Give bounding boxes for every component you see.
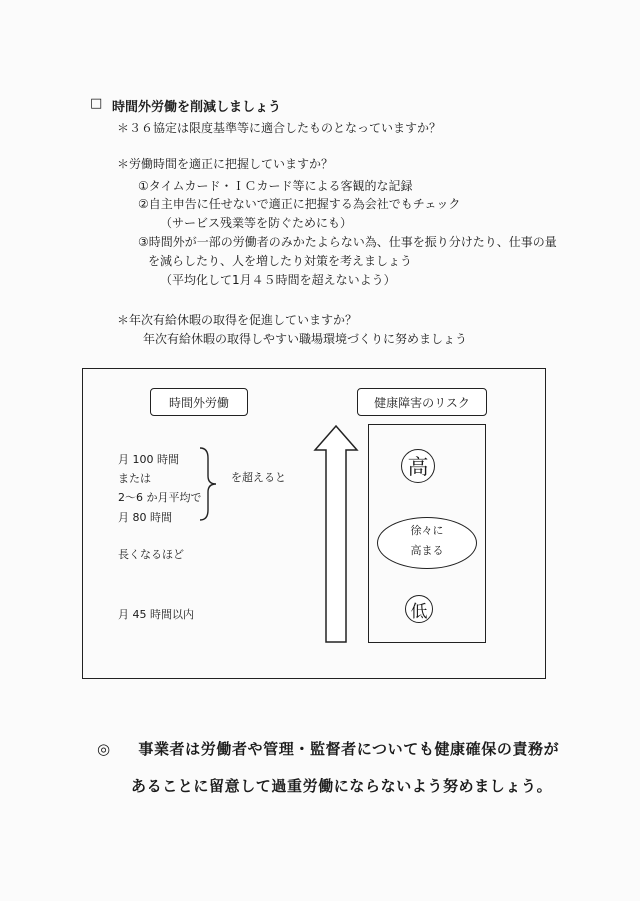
longer-text: 長くなるほど bbox=[118, 548, 184, 561]
gradual-increase-ellipse bbox=[377, 517, 477, 569]
item-distribute-work: ③時間外が一部の労働者のみかたよらない為、仕事を振り分けたり、仕事の量 bbox=[138, 235, 557, 249]
conclusion-line-2: あることに留意して過重労働にならないよう努めましょう。 bbox=[131, 777, 553, 795]
curly-brace bbox=[198, 446, 222, 522]
item-timecard: ①タイムカード・ＩＣカード等による客観的な記録 bbox=[138, 179, 413, 193]
gradual-line-2: 高まる bbox=[410, 544, 444, 557]
section-title: 時間外労働を削減しましょう bbox=[112, 100, 282, 115]
item-average-45h: （平均化して1月４５時間を超えないよう） bbox=[160, 273, 396, 287]
condition-line-1: 月 100 時間 bbox=[118, 453, 179, 466]
item-paid-leave-environment: 年次有給休暇の取得しやすい職場環境づくりに努めましょう bbox=[143, 332, 468, 346]
under-45h-text: 月 45 時間以内 bbox=[118, 608, 194, 621]
item-self-report: ②自主申告に任せないで適正に把握する為会社でもチェック bbox=[138, 197, 461, 211]
condition-line-3: 2～6 か月平均で bbox=[118, 491, 202, 504]
gradual-line-1: 徐々に bbox=[410, 524, 444, 537]
item-paid-leave: ＊年次有給休暇の取得を促進していますか？ bbox=[117, 313, 358, 327]
item-unpaid-overtime: （サービス残業等を防ぐためにも） bbox=[160, 216, 353, 230]
overtime-label: 時間外労働 bbox=[150, 388, 248, 416]
conclusion-line-1: 事業者は労働者や管理・監督者についても健康確保の責務が bbox=[138, 740, 560, 758]
low-risk-mark: 低 bbox=[405, 595, 433, 623]
high-risk-mark: 高 bbox=[401, 449, 435, 483]
up-arrow-icon bbox=[313, 424, 359, 644]
double-circle-icon: ◎ bbox=[97, 740, 111, 758]
condition-line-4: 月 80 時間 bbox=[118, 511, 172, 524]
exceed-text: を超えると bbox=[231, 471, 286, 484]
item-distribute-work-cont: を減らしたり、人を増したり対策を考えましょう bbox=[148, 254, 413, 268]
item-working-hours: ＊労働時間を適正に把握していますか？ bbox=[117, 157, 334, 171]
risk-label: 健康障害のリスク bbox=[357, 388, 487, 416]
condition-line-2: または bbox=[118, 472, 151, 485]
checkbox-icon: □ bbox=[90, 96, 103, 111]
item-36-agreement: ＊３６協定は限度基準等に適合したものとなっていますか？ bbox=[117, 121, 442, 135]
